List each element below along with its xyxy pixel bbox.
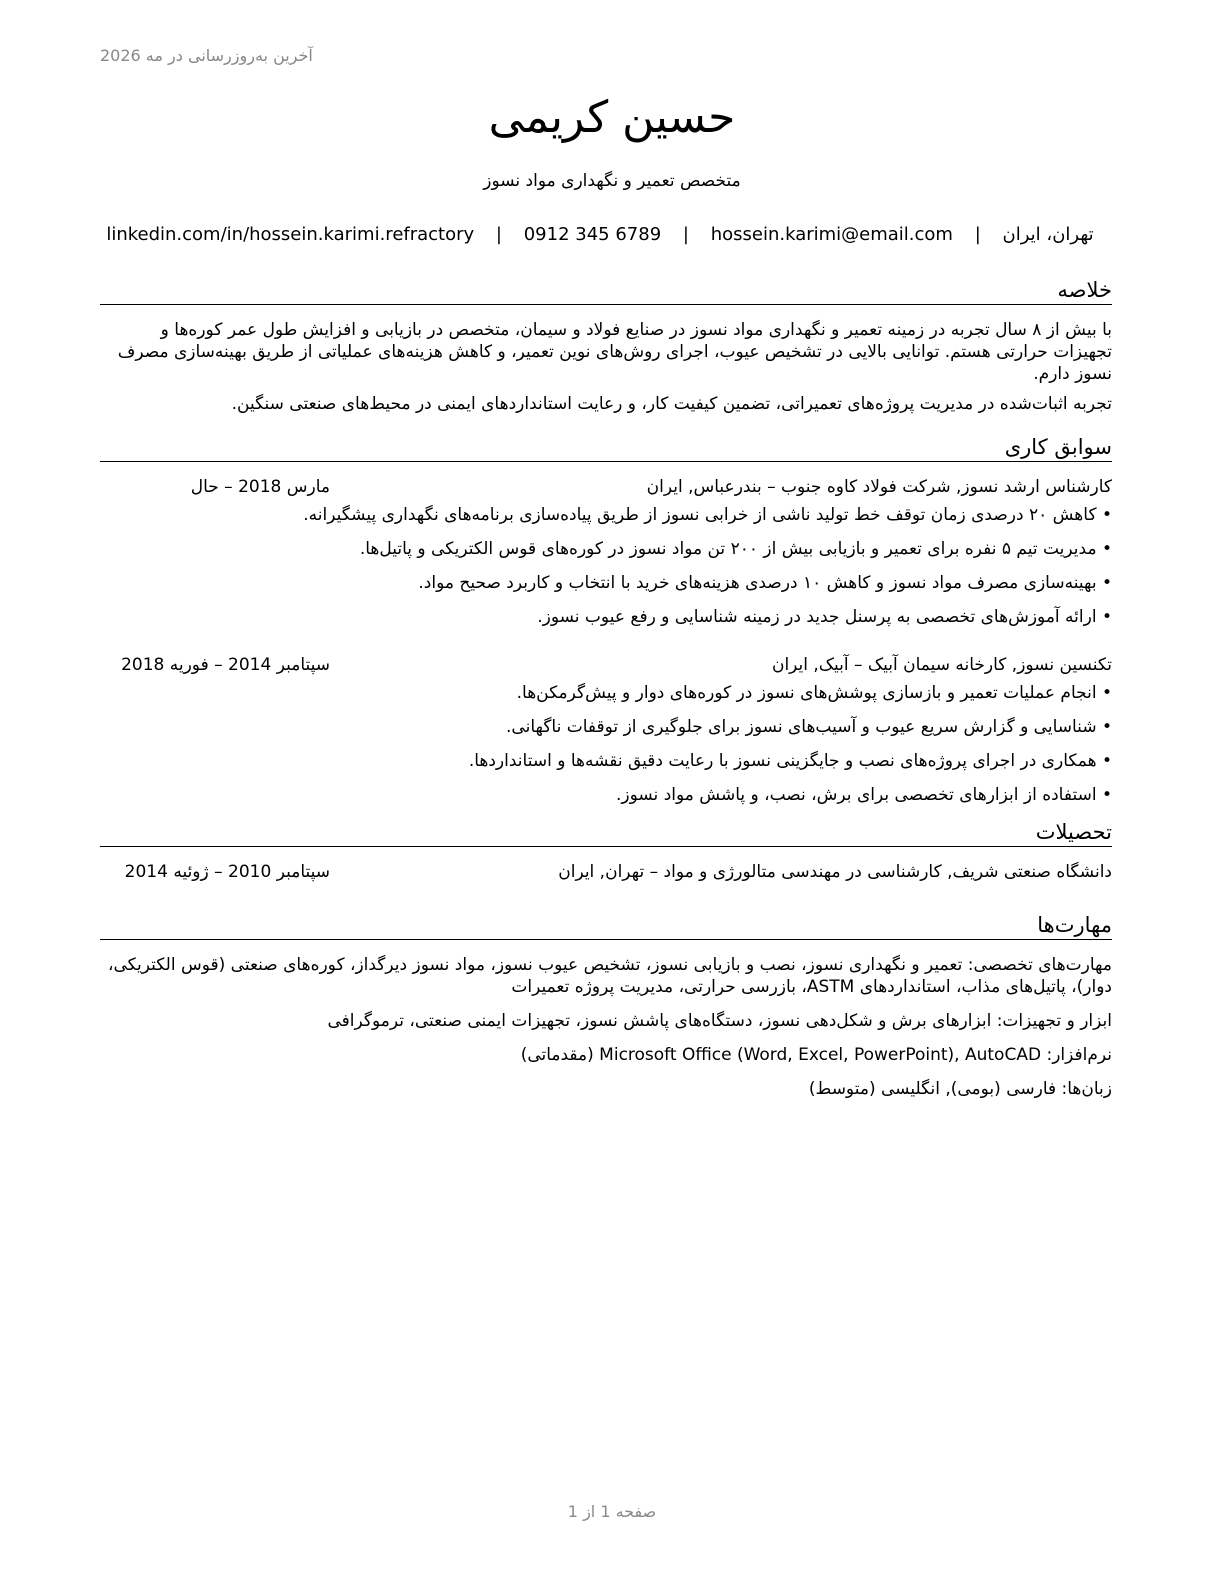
summary-heading: خلاصه — [100, 276, 1112, 305]
job-bullet: • بهینه‌سازی مصرف مواد نسوز و کاهش ۱۰ درصدی هزینه‌های خرید با انتخاب و کاربرد صحیح مواد. — [100, 572, 1112, 594]
contact-email-link[interactable]: hossein.karimi@email.com — [710, 224, 953, 245]
summary-paragraph: تجربه اثبات‌شده در مدیریت پروژه‌های تعمیراتی، تضمین کیفیت کار، و رعایت استانداردهای ایمنی در محیط‌های صنعتی سنگین. — [231, 394, 1112, 414]
job-header — [100, 654, 1112, 676]
job-bullet: • شناسایی و گزارش سریع عیوب و آسیب‌های نسوز برای جلوگیری از توقفات ناگهانی. — [100, 716, 1112, 738]
job-bullet: • همکاری در اجرای پروژه‌های نصب و جایگزینی نسوز با رعایت دقیق نقشه‌ها و استانداردها. — [100, 750, 1112, 772]
candidate-name: حسین کریمی — [488, 92, 736, 143]
summary-paragraph: با بیش از ۸ سال تجربه در زمینه تعمیر و نگهداری مواد نسوز در صنایع فولاد و سیمان، متخصص در بازیابی و افزایش طول عمر کوره‌ها و تجهیزات حرارتی هستم. توانایی بالایی در تشخیص عیوب، اجرای روش‌های نوین تعمیر، و کاهش هزینه‌های عملیاتی از طریق بهینه‌سازی مصرف نسوز دارم. — [117, 320, 1112, 384]
contact-separator: | — [682, 224, 689, 245]
candidate-title: متخصص تعمیر و نگهداری مواد نسوز — [483, 171, 741, 191]
experience-heading: سوابق کاری — [100, 433, 1112, 462]
contact-separator: | — [974, 224, 981, 245]
job-bullet: • انجام عملیات تعمیر و بازسازی پوشش‌های نسوز در کوره‌های دوار و پیش‌گرمکن‌ها. — [100, 682, 1112, 704]
job-entry — [100, 476, 1112, 628]
skill-line: مهارت‌های تخصصی: تعمیر و نگهداری نسوز، نصب و بازیابی نسوز، تشخیص عیوب نسوز، مواد نسوز دیرگداز، کوره‌های صنعتی (قوس الکتریکی، دوار)، پاتیل‌های مذاب، استانداردهای ASTM، بازرسی حرارتی، مدیریت پروژه تعمیرات — [107, 955, 1112, 997]
job-bullets — [100, 682, 1112, 806]
experience-section — [100, 433, 1112, 806]
page-number: صفحه 1 از 1 — [567, 1502, 657, 1521]
job-bullet: • ارائه آموزش‌های تخصصی به پرسنل جدید در زمینه شناسایی و رفع عیوب نسوز. — [100, 606, 1112, 628]
contact-location: تهران، ایران — [1002, 224, 1094, 245]
contact-line — [100, 224, 1100, 245]
skill-line: ابزار و تجهیزات: ابزارهای برش و شکل‌دهی نسوز، دستگاه‌های پاشش نسوز، تجهیزات ایمنی صنعتی، ترموگرافی — [327, 1011, 1112, 1031]
education-heading: تحصیلات — [100, 818, 1112, 847]
skill-line: نرم‌افزار: Microsoft Office (Word, Excel, PowerPoint), AutoCAD (مقدماتی) — [520, 1045, 1112, 1065]
job-bullets — [100, 504, 1112, 628]
summary-section — [100, 276, 1112, 415]
contact-phone: 0912 345 6789 — [523, 224, 662, 245]
resume-content — [100, 276, 1112, 1112]
job-entry — [100, 654, 1112, 806]
education-date: سپتامبر 2010 – ژوئیه 2014 — [124, 862, 330, 882]
education-section — [100, 818, 1112, 883]
job-bullet: • کاهش ۲۰ درصدی زمان توقف خط تولید ناشی از خرابی نسوز از طریق پیاده‌سازی برنامه‌های نگهداری پیشگیرانه. — [100, 504, 1112, 526]
job-role: کارشناس ارشد نسوز, شرکت فولاد کاوه جنوب – بندرعباس, ایران — [646, 477, 1112, 497]
skills-heading: مهارت‌ها — [100, 911, 1112, 940]
job-role: تکنسین نسوز, کارخانه سیمان آبیک – آبیک, ایران — [771, 655, 1112, 675]
job-bullet: • استفاده از ابزارهای تخصصی برای برش، نصب، و پاشش مواد نسوز. — [100, 784, 1112, 806]
job-date: مارس 2018 – حال — [190, 477, 330, 497]
education-entry — [100, 861, 1112, 883]
skill-line: زبان‌ها: فارسی (بومی), انگلیسی (متوسط) — [808, 1079, 1112, 1099]
job-header — [100, 476, 1112, 498]
job-bullet: • مدیریت تیم ۵ نفره برای تعمیر و بازیابی بیش از ۲۰۰ تن مواد نسوز در کوره‌های قوس الکتریکی و پاتیل‌ها. — [100, 538, 1112, 560]
contact-separator: | — [495, 224, 502, 245]
contact-linkedin-link[interactable]: linkedin.com/in/hossein.karimi.refractory — [106, 224, 475, 245]
education-text: دانشگاه صنعتی شریف, کارشناسی در مهندسی متالورژی و مواد – تهران, ایران — [558, 862, 1112, 882]
skills-section — [100, 911, 1112, 1100]
last-updated-note: آخرین به‌روزرسانی در مه 2026 — [100, 46, 313, 65]
job-date: سپتامبر 2014 – فوریه 2018 — [121, 655, 330, 675]
